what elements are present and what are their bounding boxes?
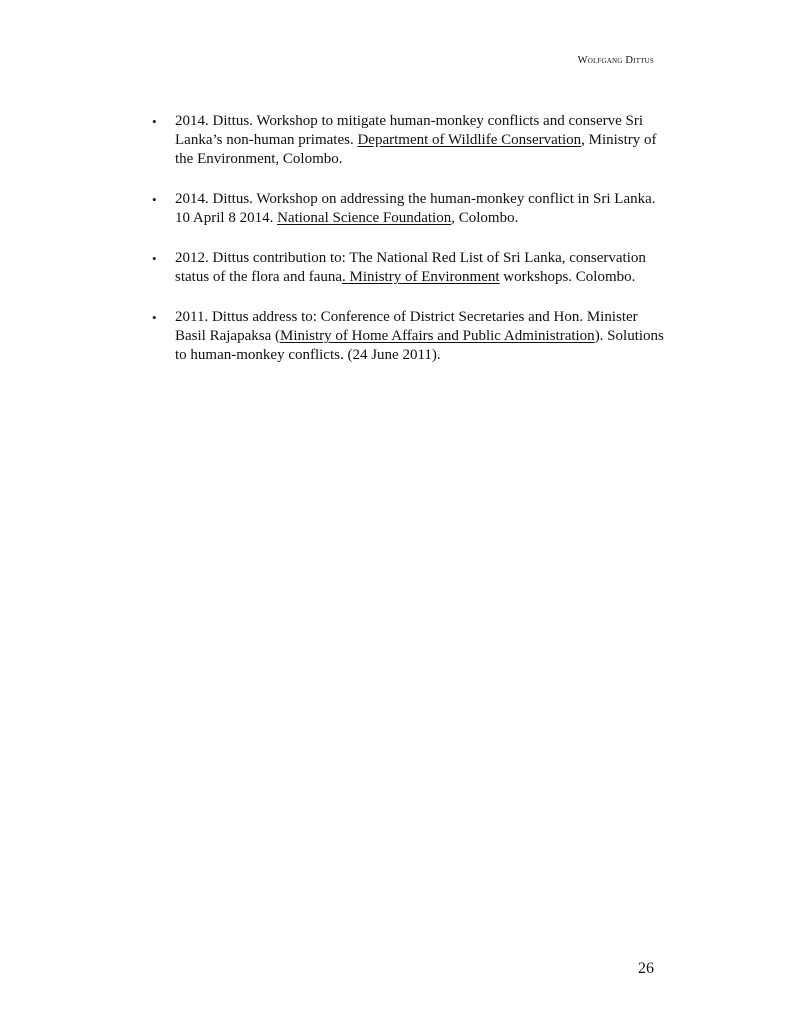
- list-item: [152, 190, 672, 228]
- running-header-author: Wolfgang Dittus: [577, 55, 654, 66]
- entry-text: , Colombo.: [451, 210, 519, 226]
- organization-link: National Science Foundation: [277, 210, 452, 226]
- bullet-icon: •: [152, 192, 157, 207]
- entry-text: , Ministry of the Environment, Colombo.: [175, 132, 657, 167]
- entry-text: 2011. Dittus address to: Conference of District Secretaries and Hon. Minister Basil Rajapaksa (: [175, 309, 638, 344]
- list-item-text: [175, 190, 672, 228]
- list-item-text: [175, 112, 672, 169]
- activity-list: [152, 112, 672, 386]
- list-item: [152, 308, 672, 365]
- entry-text: 2014. Dittus. Workshop on addressing the human-monkey conflict in Sri Lanka. 10 April 8 2014.: [175, 191, 656, 226]
- entry-text: workshops. Colombo.: [499, 269, 636, 285]
- bullet-icon: •: [152, 251, 157, 266]
- entry-text: 2012. Dittus contribution to: The National Red List of Sri Lanka, conservation status of the flora and fauna: [175, 250, 646, 285]
- organization-link: Department of Wildlife Conservation: [357, 132, 582, 148]
- organization-link: . Ministry of Environment: [342, 269, 500, 285]
- list-item: [152, 112, 672, 169]
- page-number: 26: [638, 960, 654, 977]
- bullet-icon: •: [152, 310, 157, 325]
- entry-text: ). Solutions to human-monkey conflicts. (24 June 2011).: [175, 328, 664, 363]
- bullet-icon: •: [152, 114, 157, 129]
- entry-text: 2014. Dittus. Workshop to mitigate human-monkey conflicts and conserve Sri Lanka’s non-human primates.: [175, 113, 644, 148]
- list-item: [152, 249, 672, 287]
- organization-link: Ministry of Home Affairs and Public Administration: [279, 328, 595, 344]
- list-item-text: [175, 249, 672, 287]
- list-item-text: [175, 308, 672, 365]
